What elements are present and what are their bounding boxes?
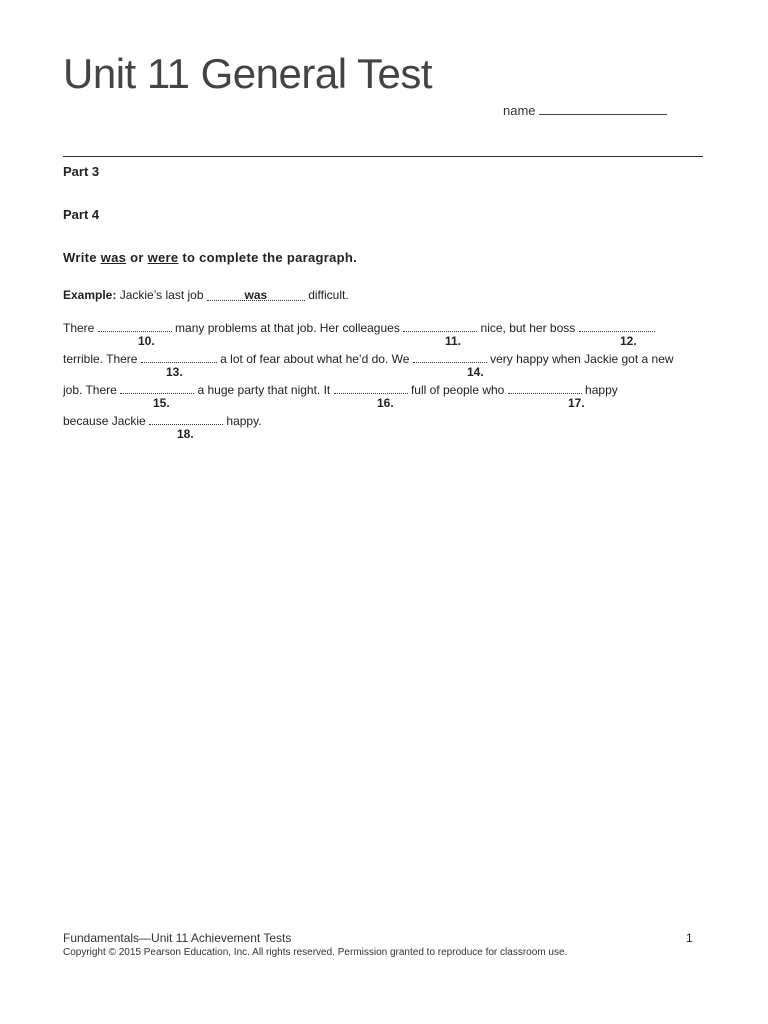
instr-middle: or <box>126 250 148 265</box>
blank-number: 12. <box>620 334 637 348</box>
page-number: 1 <box>686 931 693 945</box>
paragraph-line-4 <box>63 412 262 428</box>
blank-number: 14. <box>467 365 484 379</box>
blank-15[interactable] <box>120 381 194 394</box>
example-after: difficult. <box>308 288 349 302</box>
blank-13[interactable] <box>141 350 217 363</box>
part-4-heading: Part 4 <box>63 207 100 222</box>
example-label: Example: <box>63 288 117 302</box>
copyright: Copyright © 2015 Pearson Education, Inc. All rights reserved. Permission granted to reproduce for classroom use. <box>63 947 568 958</box>
text-segment: terrible. There <box>63 352 138 366</box>
blank-number: 13. <box>166 365 183 379</box>
name-label: name <box>503 103 536 118</box>
text-segment: because Jackie <box>63 414 146 428</box>
text-segment: happy <box>585 383 618 397</box>
blank-10[interactable] <box>98 319 172 332</box>
blank-number: 10. <box>138 334 155 348</box>
header-divider <box>63 156 703 157</box>
text-segment: There <box>63 321 95 335</box>
example-before: Jackie’s last job <box>119 288 204 302</box>
name-field[interactable] <box>503 102 667 118</box>
text-segment: happy. <box>226 414 262 428</box>
text-segment: a huge party that night. It <box>197 383 331 397</box>
page-title: Unit 11 General Test <box>63 50 432 97</box>
text-segment: nice, but her boss <box>480 321 576 335</box>
blank-number: 16. <box>377 396 394 410</box>
blank-17[interactable] <box>508 381 582 394</box>
text-segment: very happy when Jackie got a new <box>490 352 674 366</box>
paragraph-line-3 <box>63 381 618 397</box>
instructions <box>63 250 357 265</box>
blank-number: 18. <box>177 427 194 441</box>
text-segment: many problems at that job. Her colleagues <box>175 321 400 335</box>
blank-18[interactable] <box>149 412 223 425</box>
blank-11[interactable] <box>403 319 477 332</box>
blank-number: 17. <box>568 396 585 410</box>
footer-title: Fundamentals—Unit 11 Achievement Tests <box>63 931 292 945</box>
instr-suffix: to complete the paragraph. <box>178 250 358 265</box>
example-line <box>63 288 349 302</box>
blank-12[interactable] <box>579 319 655 332</box>
blank-number: 11. <box>445 334 462 348</box>
part-3-heading: Part 3 <box>63 164 100 179</box>
instr-word-was: was <box>100 250 127 265</box>
text-segment: a lot of fear about what he’d do. We <box>220 352 410 366</box>
text-segment: job. There <box>63 383 117 397</box>
example-answer: was <box>207 288 305 301</box>
paragraph-line-2 <box>63 350 674 366</box>
paragraph-line-1 <box>63 319 655 335</box>
blank-number: 15. <box>153 396 170 410</box>
blank-14[interactable] <box>413 350 487 363</box>
blank-16[interactable] <box>334 381 408 394</box>
name-blank[interactable] <box>539 102 667 115</box>
instr-prefix: Write <box>63 250 101 265</box>
text-segment: full of people who <box>410 383 505 397</box>
instr-word-were: were <box>147 250 179 265</box>
